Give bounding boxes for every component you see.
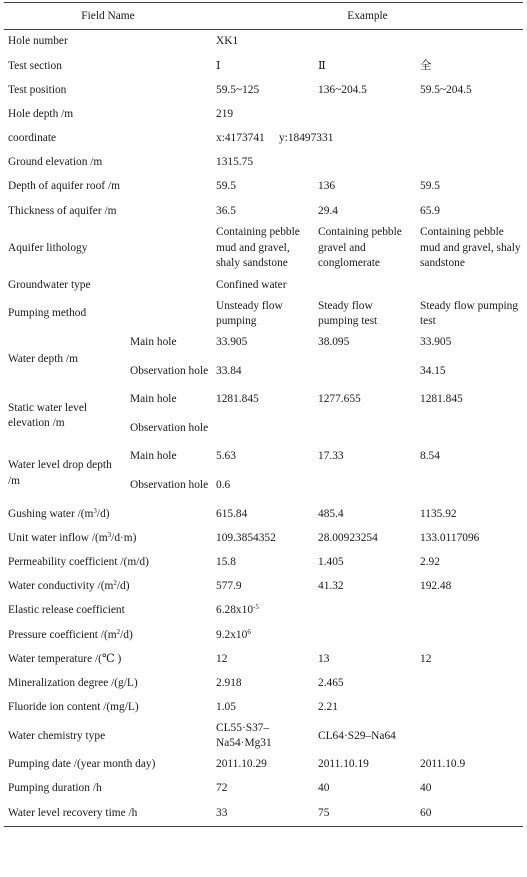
field-label: Hole depth /m [8, 107, 74, 120]
value-cell: 65.9 [420, 204, 440, 217]
value-cell [416, 696, 523, 720]
row-pumping-method [4, 298, 523, 331]
value-cell: 59.5~125 [216, 83, 260, 96]
value-cell: 2.918 [216, 676, 242, 689]
field-label [4, 575, 212, 599]
value-cell: 2011.10.19 [318, 758, 369, 771]
value-cell: 136 [318, 180, 336, 193]
row-fluoride [4, 696, 523, 720]
value-cell: 59.5 [216, 180, 236, 193]
value-cell [212, 412, 314, 445]
field-label: Fluoride ion content /(mg/L) [8, 701, 139, 714]
value-cell: 28.00923254 [318, 531, 378, 544]
row-hole-depth [4, 103, 523, 127]
field-label: Groundwater type [8, 278, 91, 291]
value-cell [416, 469, 523, 502]
value-cell: 33.905 [420, 336, 452, 349]
row-level-drop-main [4, 445, 523, 469]
row-hole-number [4, 30, 523, 55]
value-cell: 136~204.5 [318, 83, 367, 96]
value-cell: 2011.10.9 [420, 758, 466, 771]
value-cell: 615.84 [216, 507, 248, 520]
value-cell: 12 [216, 652, 228, 665]
row-ground-elevation [4, 151, 523, 175]
value-cell: 17.33 [318, 450, 344, 463]
field-label: Permeability coefficient /(m/d) [8, 555, 149, 568]
value-cell [314, 355, 416, 388]
field-label [4, 623, 212, 647]
field-label: Water temperature /(℃ ) [8, 652, 122, 665]
value-cell: Containing pebble mud and gravel, shaly sandstone [216, 226, 300, 270]
row-conductivity [4, 575, 523, 599]
row-pumping-date [4, 753, 523, 777]
value-cell: 29.4 [318, 204, 338, 217]
header-field-name: Field Name [4, 3, 212, 30]
value-cell: 2.92 [420, 555, 440, 568]
value-text: 9.2x10 [216, 628, 248, 641]
value-cell: Steady flow pumping test [420, 299, 519, 328]
label-text: Water conductivity /(m [8, 580, 114, 593]
field-label: Hole number [8, 35, 68, 48]
value-cell: 60 [416, 801, 523, 826]
value-line: Na54·Mg31 [216, 737, 272, 750]
value-cell: 13 [318, 652, 330, 665]
row-water-temperature [4, 647, 523, 671]
field-label: Water depth /m [8, 352, 78, 365]
value-cell: Confined water [216, 278, 287, 291]
field-label [4, 526, 212, 550]
value-cell: Ⅰ [216, 59, 221, 72]
value-cell: 1281.845 [216, 393, 259, 406]
row-water-depth-main [4, 331, 523, 355]
superscript: 2 [116, 627, 121, 636]
value-cell: 59.5~204.5 [420, 83, 472, 96]
field-label: Pumping duration /h [8, 782, 102, 795]
label-text: /d·m) [111, 531, 137, 544]
value-cell: 577.9 [216, 580, 242, 593]
value-cell: 33.84 [216, 364, 242, 377]
superscript: -5 [253, 603, 259, 612]
value-cell: 485.4 [318, 507, 344, 520]
row-test-section [4, 54, 523, 78]
field-label: Test position [8, 83, 67, 96]
row-groundwater-type [4, 274, 523, 298]
value-cell [212, 720, 314, 753]
value-cell: 133.0117096 [420, 531, 480, 544]
label-text: Pressure coefficient /(m [8, 628, 117, 641]
field-label: Water chemistry type [8, 729, 106, 742]
row-aquifer-lithology [4, 224, 523, 274]
value-cell [314, 599, 416, 623]
value-cell [416, 599, 523, 623]
value-cell: 192.48 [420, 580, 452, 593]
label-text: Gushing water /(m [8, 507, 94, 520]
value-cell: 38.095 [318, 336, 350, 349]
sub-label: Observation hole [130, 364, 209, 377]
hydrogeology-table [4, 2, 523, 827]
value-cell: 109.3854352 [216, 531, 276, 544]
row-static-level-main [4, 388, 523, 412]
value-line: CL55·S37– [216, 721, 270, 734]
value-cell [212, 599, 314, 623]
value-cell: 1135.92 [420, 507, 457, 520]
row-gushing-water [4, 502, 523, 526]
field-label: Water level drop depth /m [8, 459, 112, 487]
row-unit-inflow [4, 526, 523, 550]
sub-label: Main hole [130, 393, 177, 406]
row-aquifer-roof [4, 175, 523, 199]
field-label: Pumping method [8, 307, 87, 320]
superscript: 3 [93, 506, 97, 515]
label-text: /d) [96, 507, 110, 520]
superscript: 6 [247, 627, 251, 636]
value-cell [314, 469, 416, 502]
field-label: coordinate [8, 132, 57, 145]
value-cell: Steady flow pumping test [318, 299, 378, 328]
sub-label: Main hole [130, 336, 177, 349]
row-chemistry-type [4, 720, 523, 753]
value-cell: 1.405 [318, 555, 344, 568]
value-cell: x:4173741 y:18497331 [216, 132, 334, 145]
field-label: Depth of aquifer roof /m [8, 180, 120, 193]
value-cell: 2.21 [318, 701, 338, 714]
label-text: Unit water inflow /(m [8, 531, 108, 544]
sub-label: Main hole [130, 450, 177, 463]
field-label: Mineralization degree /(g/L) [8, 676, 138, 689]
row-aquifer-thickness [4, 199, 523, 223]
value-cell: Unsteady flow pumping [216, 299, 283, 328]
value-cell: 36.5 [216, 204, 236, 217]
row-coordinate [4, 127, 523, 151]
value-cell: 72 [216, 782, 228, 795]
field-label: Aquifer lithology [8, 241, 88, 254]
value-cell: 1.05 [216, 701, 236, 714]
value-cell: 5.63 [216, 450, 236, 463]
sub-label: Observation hole [130, 479, 209, 491]
header-example: Example [212, 3, 523, 30]
table-header-row [4, 3, 523, 30]
field-label: Pumping date /(year month day) [8, 758, 156, 771]
value-cell [416, 720, 523, 753]
row-recovery-time [4, 801, 523, 826]
value-cell [416, 672, 523, 696]
value-cell [212, 623, 314, 647]
value-cell: 40 [420, 782, 432, 795]
value-cell: 40 [318, 782, 330, 795]
row-pumping-duration [4, 777, 523, 801]
value-cell: 2011.10.29 [216, 758, 267, 771]
value-cell [416, 623, 523, 647]
value-cell [416, 412, 523, 445]
field-label: Water level recovery time /h [4, 801, 212, 826]
field-label: Ground elevation /m [8, 156, 103, 169]
sub-label: Observation hole [130, 421, 209, 434]
value-cell: 全 [420, 59, 432, 72]
value-cell: 33 [212, 801, 314, 826]
field-label: Static water level elevation /m [8, 401, 88, 430]
value-cell [314, 412, 416, 445]
superscript: 2 [113, 579, 117, 588]
field-label [4, 502, 212, 526]
value-cell: 1281.845 [420, 393, 463, 406]
field-label: Test section [8, 59, 62, 72]
value-cell [314, 623, 416, 647]
field-label: Elastic release coefficient [8, 604, 125, 617]
value-cell: XK1 [216, 35, 239, 48]
value-cell: Containing pebble gravel and conglomerate [318, 226, 402, 270]
value-cell: CL64·S29–Na64 [318, 729, 396, 742]
value-cell: 12 [420, 652, 432, 665]
row-pressure-coefficient [4, 623, 523, 647]
value-cell: Ⅱ [318, 59, 326, 72]
value-cell: 75 [314, 801, 416, 826]
value-cell: 219 [216, 107, 234, 120]
value-cell: 8.54 [420, 450, 440, 463]
value-cell: 15.8 [216, 555, 236, 568]
label-text: /d) [120, 628, 133, 641]
label-text: /d) [116, 580, 130, 593]
value-cell: 59.5 [420, 180, 440, 193]
value-cell: 1277.655 [318, 393, 361, 406]
value-text: 6.28x10 [216, 604, 254, 617]
data-table-container [4, 2, 523, 827]
value-cell: 33.905 [216, 336, 248, 349]
value-cell: 34.15 [420, 364, 446, 377]
value-cell: 1315.75 [216, 156, 254, 169]
value-cell: 41.32 [318, 580, 344, 593]
row-test-position [4, 78, 523, 102]
row-permeability [4, 551, 523, 575]
row-mineralization [4, 672, 523, 696]
value-cell: 0.6 [216, 479, 231, 491]
row-elastic-release [4, 599, 523, 623]
superscript: 3 [107, 530, 112, 539]
value-cell: Containing pebble mud and gravel, shaly sandstone [420, 226, 521, 270]
field-label: Thickness of aquifer /m [8, 204, 117, 217]
value-cell: 2.465 [318, 676, 344, 689]
